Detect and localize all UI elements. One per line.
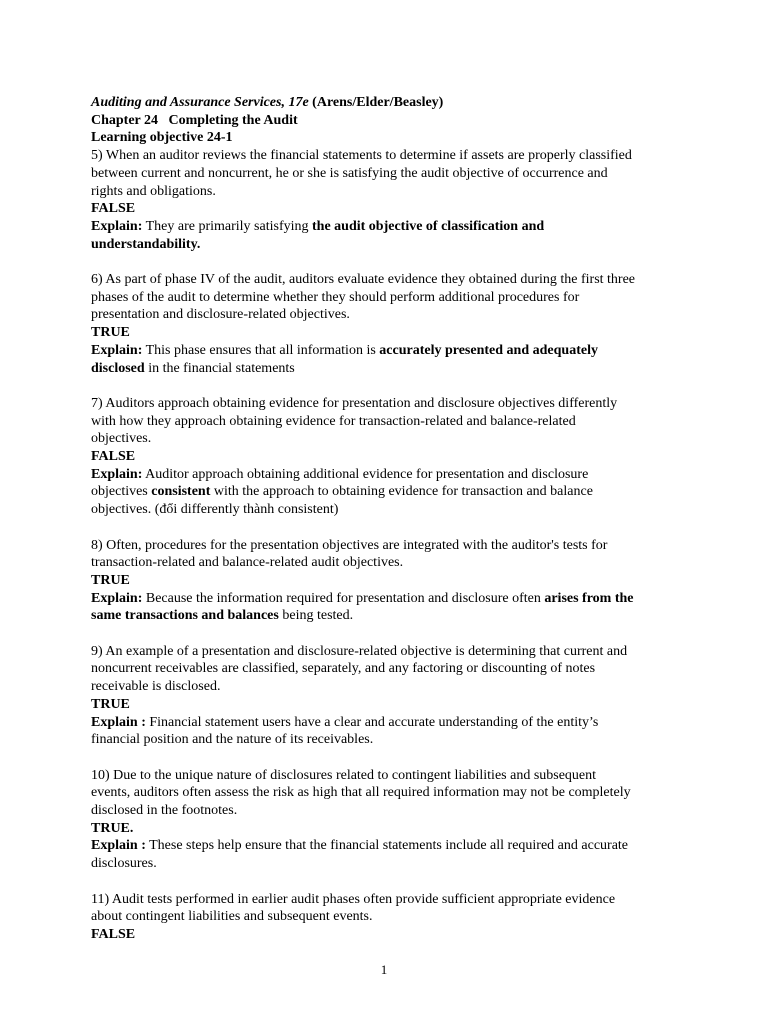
explain-text: Auditor approach obtaining additional evidence for presentation and disclosure [142,466,589,482]
question-6 [91,271,691,377]
explanation-line [91,360,691,378]
explain-text: financial position and the nature of its receivables. [91,732,374,748]
explanation-line [91,607,691,625]
explain-emphasis: the audit objective of classification and [312,218,545,234]
explain-text: disclosures. [91,856,157,872]
explain-text: in the financial statements [144,360,295,376]
answer: TRUE [91,696,130,712]
question-9 [91,643,691,749]
spacer [91,253,691,271]
question-8 [91,537,691,626]
explain-text: Financial statement users have a clear and accurate understanding of the entity’s [145,714,599,730]
question-text-line: 9) An example of a presentation and disclosure-related objective is determining that current and [91,643,628,659]
book-title: Auditing and Assurance Services, 17e [91,95,309,110]
answer: FALSE [91,201,136,217]
explain-emphasis: accurately presented and adequately [379,342,598,358]
book-header [91,94,691,112]
explanation [91,837,691,855]
question-7 [91,395,691,519]
explain-text: objectives [91,484,152,500]
explanation-line [91,501,691,519]
answer: FALSE [91,449,136,465]
question-text-line: disclosed in the footnotes. [91,803,238,819]
question-text-line: 7) Auditors approach obtaining evidence for presentation and disclosure objectives differently [91,395,618,411]
question-text-line: between current and noncurrent, he or she is satisfying the audit objective of occurrence and [91,165,608,181]
explanation-line [91,236,691,254]
question-text-line: transaction-related and balance-related audit objectives. [91,555,404,571]
explain-label: Explain: [91,466,143,482]
explanation [91,590,691,608]
spacer [91,625,691,643]
explain-emphasis: disclosed [91,360,145,376]
question-text-line: about contingent liabilities and subsequent events. [91,909,373,925]
explain-emphasis: consistent [151,484,211,500]
explain-emphasis: same transactions and balances [91,608,279,624]
question-5 [91,147,691,253]
document-body [91,94,691,944]
question-text-line: phases of the audit to determine whether they should perform additional procedures for [91,289,580,305]
explanation [91,342,691,360]
explanation [91,466,691,484]
spacer [91,873,691,891]
question-text-line: objectives. [91,431,152,447]
explain-label: Explain : [91,838,146,854]
question-text-line: noncurrent receivables are classified, separately, and any factoring or discounting of notes [91,661,596,677]
explain-emphasis: arises from the [544,590,634,606]
answer: TRUE. [91,820,134,836]
explain-label: Explain : [91,714,146,730]
explanation-line [91,483,691,501]
explanation-line [91,855,691,873]
answer: TRUE [91,325,130,341]
question-text-line: 10) Due to the unique nature of disclosures related to contingent liabilities and subsequent [91,767,597,783]
question-text-line: presentation and disclosure-related objectives. [91,307,350,323]
question-text-line: 11) Audit tests performed in earlier audit phases often provide sufficient appropriate evidence [91,891,616,907]
explain-text: These steps help ensure that the financial statements include all required and accurate [145,838,629,854]
spacer [91,749,691,767]
explain-text: objectives. (đổi differently thành consistent) [91,502,339,518]
explain-label: Explain: [91,342,143,358]
learning-objective: Learning objective 24-1 [91,130,233,146]
question-text-line: 5) When an auditor reviews the financial statements to determine if assets are properly classified [91,148,632,164]
explain-text: with the approach to obtaining evidence for transaction and balance [210,484,593,500]
explanation-line [91,731,691,749]
explain-text: They are primarily satisfying [142,218,312,234]
question-text-line: 8) Often, procedures for the presentation objectives are integrated with the auditor's tests for [91,537,608,553]
explain-label: Explain: [91,218,143,234]
explanation [91,218,691,236]
question-text-line: events, auditors often assess the risk as high that all required information may not be completely [91,785,631,801]
book-authors: (Arens/Elder/Beasley) [308,95,444,110]
explain-label: Explain: [91,590,143,606]
explain-emphasis: understandability. [91,236,201,252]
question-text-line: 6) As part of phase IV of the audit, auditors evaluate evidence they obtained during the first three [91,272,636,288]
question-11 [91,891,691,944]
page-number: 1 [380,962,388,977]
answer: FALSE [91,926,136,942]
explain-text: This phase ensures that all information is [142,342,380,358]
question-text-line: rights and obligations. [91,183,216,199]
explain-text: being tested. [278,608,354,624]
question-text-line: receivable is disclosed. [91,679,221,695]
explain-text: Because the information required for presentation and disclosure often [142,590,545,606]
answer: TRUE [91,572,130,588]
question-text-line: with how they approach obtaining evidence for transaction-related and balance-related [91,413,576,429]
chapter-title: Chapter 24 Completing the Audit [91,112,298,128]
spacer [91,377,691,395]
explanation [91,714,691,732]
question-10 [91,767,691,873]
spacer [91,519,691,537]
